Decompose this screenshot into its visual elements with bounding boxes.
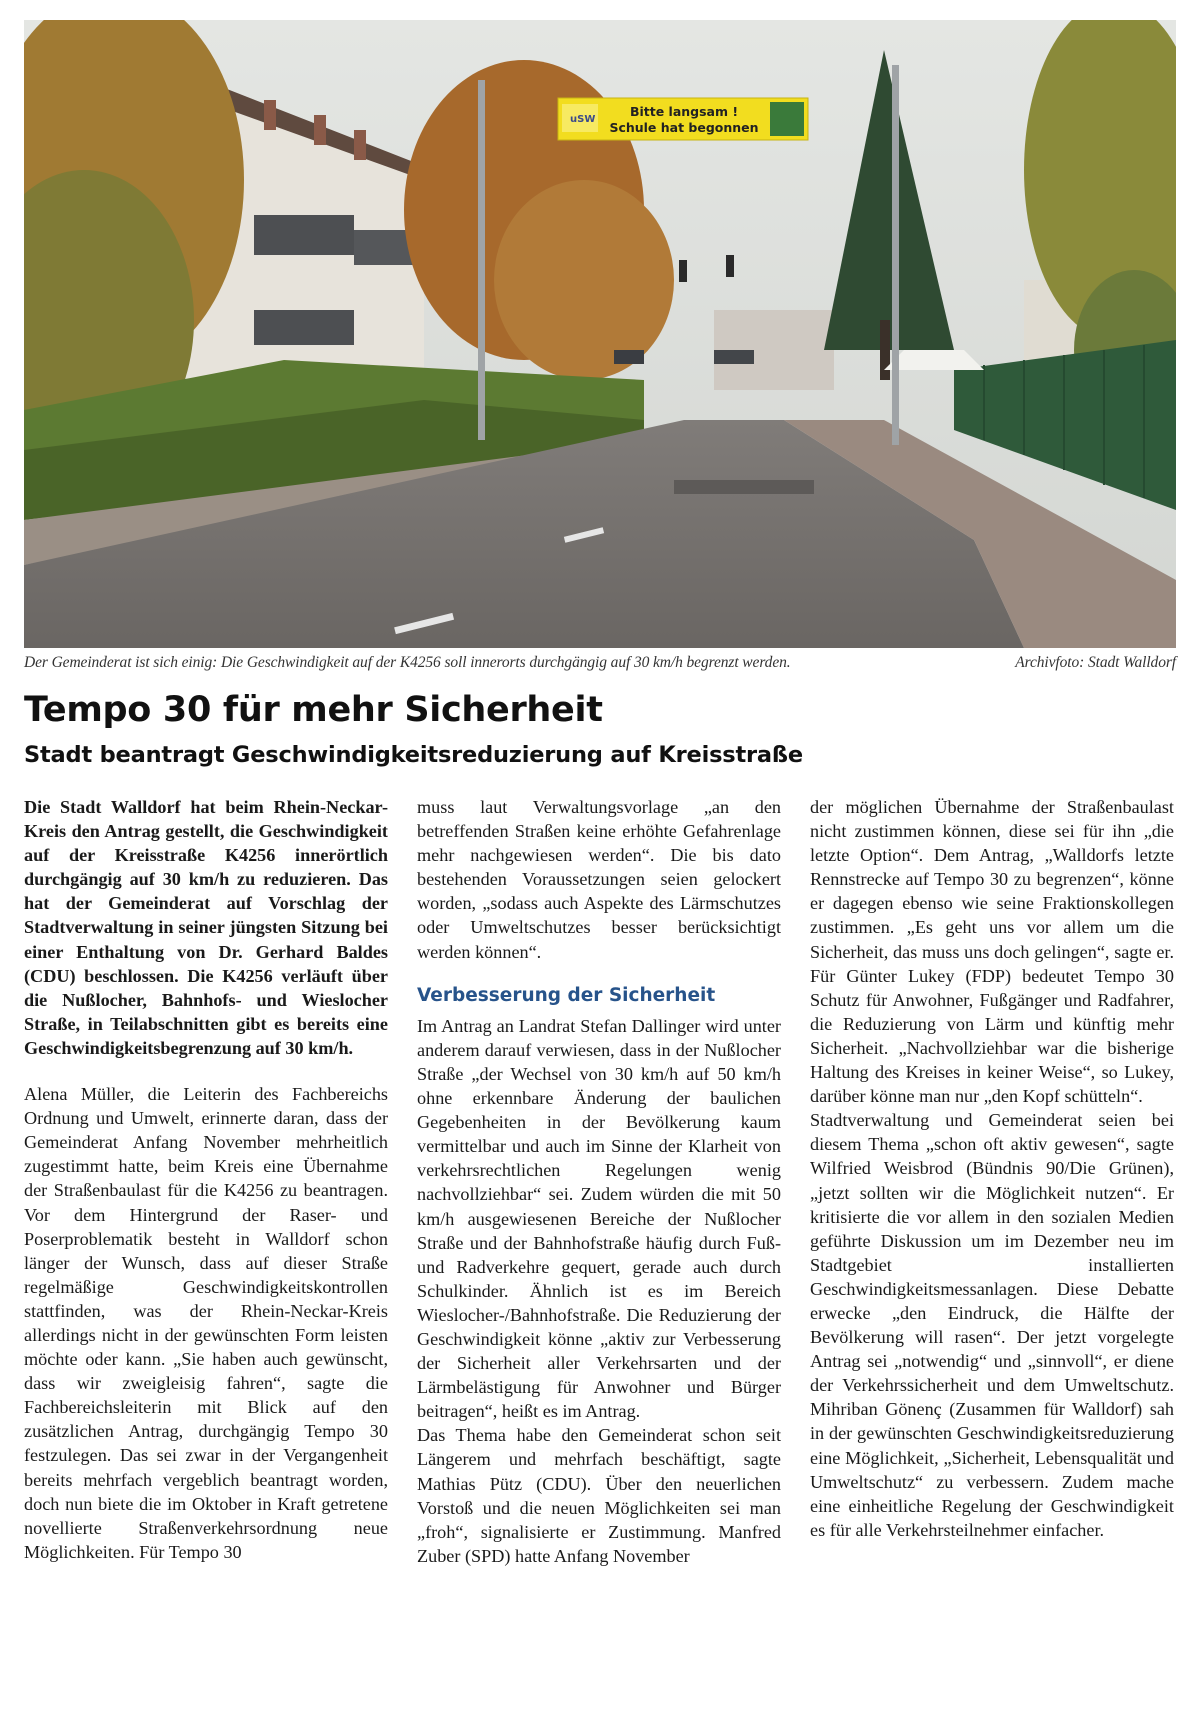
photo-caption	[24, 654, 1176, 672]
article-photo	[24, 20, 1176, 648]
photo-credit: Archivfoto: Stadt Walldorf	[1015, 654, 1176, 671]
body-paragraph: Alena Müller, die Leiterin des Fachbereichs Ordnung und Umwelt, erinnerte daran, dass der Gemeinderat Anfang November mehrheitlich zugestimmt hatte, beim Kreis eine Übernahme der Straßenbaulast für die K4256 zu beantragen. Vor dem Hintergrund der Raser- und Poserproblematik besteht in Walldorf schon länger der Wunsch, dass auf dieser Straße regelmäßige Geschwindigkeitskontrollen stattfinden, was der Rhein-Neckar-Kreis allerdings nicht in der gewünschten Form leisten möchte oder kann. „Sie haben auch gewünscht, dass wir zweigleisig fahren“, sagte die Fachbereichsleiterin mit Blick auf den zusätzlichen Antrag, durchgängig Tempo 30 festzulegen. Das sei zwar in der Vergangenheit bereits mehrfach vergeblich beantragt worden, doch nun biete die im Oktober in Kraft getretene novellierte Straßenverkehrsordnung neue Möglichkeiten. Für Tempo 30	[24, 1084, 388, 1562]
body-paragraph: Das Thema habe den Gemeinderat schon seit Längerem und mehrfach beschäftigt, sagte Mathias Pütz (CDU). Über den neuerlichen Vorstoß und die neuen Möglichkeiten sei man „froh“, signalisierte er Zustimmung. Manfred Zuber (SPD) hatte Anfang November	[417, 1425, 781, 1566]
column-3	[810, 795, 1174, 1542]
article-headline: Tempo 30 für mehr Sicherheit	[24, 690, 603, 730]
lead-paragraph: Die Stadt Walldorf hat beim Rhein-Neckar-Kreis den Antrag gestellt, die Geschwindigkeit auf der Kreisstraße K4256 innerörtlich durchgängig auf 30 km/h zu reduzieren. Das hat der Gemeinderat auf Vorschlag der Stadtverwaltung in seiner jüngsten Sitzung bei einer Enthaltung von Dr. Gerhard Baldes (CDU) beschlossen. Die K4256 verläuft über die Nußlocher, Bahnhofs- und Wieslocher Straße, in Teilabschnitten gibt es bereits eine Geschwindigkeitsbegrenzung auf 30 km/h.	[24, 797, 388, 1058]
column-2	[417, 795, 781, 1568]
street-scene-image	[24, 20, 1176, 648]
article-body	[24, 795, 1176, 1695]
caption-text: Der Gemeinderat ist sich einig: Die Geschwindigkeit auf der K4256 soll innerorts durchgängig auf 30 km/h begrenzt werden.	[24, 654, 791, 671]
body-paragraph: Im Antrag an Landrat Stefan Dallinger wird unter anderem darauf verwiesen, dass in der Nußlocher Straße „der Wechsel von 30 km/h auf 50 km/h ohne erkennbare Änderung der baulichen Gegebenheiten in der Bevölkerung kaum vermittelbar und auch im Sinne der Klarheit von verkehrsrechtlichen Regelungen wenig nachvollziehbar“ sei. Zudem würden die mit 50 km/h ausgewiesenen Bereiche der Nußlocher Straße und der Bahnhofstraße häufig durch Fuß- und Radverkehre gequert, gerade auch durch Schulkinder. Ähnlich ist es im Bereich Wieslocher-/Bahnhofstraße. Die Reduzierung der Geschwindigkeit könne „aktiv zur Verbesserung der Sicherheit aller Verkehrsarten und der Lärmbelästigung für Anwohner und Bürger beitragen“, heißt es im Antrag.	[417, 1015, 781, 1422]
article-subheadline: Stadt beantragt Geschwindigkeitsreduzierung auf Kreisstraße	[24, 742, 803, 768]
banner-line-1: Bitte langsam !	[629, 104, 739, 119]
banner-line-2: Schule hat begonnen	[609, 120, 759, 135]
body-paragraph: der möglichen Übernahme der Straßenbaulast nicht zustimmen können, diese sei für ihn „die letzte Option“. Dem Antrag, „Walldorfs letzte Rennstrecke auf Tempo 30 zu begrenzen“, könne er dagegen ebenso wie seine Fraktionskollegen zustimmen. „Es geht uns vor allem um die Sicherheit, das muss uns doch gelingen“, sagte er. Für Günter Lukey (FDP) bedeutet Tempo 30 Schutz für Anwohner, Fußgänger und Radfahrer, die Reduzierung von Lärm und künftig mehr Sicherheit. „Nachvollziehbar war die bisherige Haltung des Kreises in keiner Weise“, so Lukey, darüber könne man nur „den Kopf schütteln“.	[810, 797, 1174, 1107]
body-paragraph: muss laut Verwaltungsvorlage „an den betreffenden Straßen keine erhöhte Gefahrenlage mehr nachgewiesen werden“. Die bis dato bestehenden Voraussetzungen seien gelockert worden, „sodass auch Aspekte des Lärmschutzes oder Umweltschutzes besser berücksichtigt werden können“.	[417, 797, 781, 962]
section-subheading: Verbesserung der Sicherheit	[417, 984, 716, 1006]
banner-logo-text: uSW	[570, 114, 596, 125]
column-1	[24, 795, 388, 1564]
body-paragraph: Stadtverwaltung und Gemeinderat seien bei diesem Thema „schon oft aktiv gewesen“, sagte Wilfried Weisbrod (Bündnis 90/Die Grünen), „jetzt sollten wir die Möglichkeit nutzen“. Er kritisierte die vor allem in den sozialen Medien geführte Diskussion um im Dezember neu im Stadtgebiet installierten Geschwindigkeitsmessanlagen. Diese Debatte erwecke „den Eindruck, die Hälfte der Bevölkerung will rasen“. Der jetzt vorgelegte Antrag sei „notwendig“ und „sinnvoll“, er diene der Verkehrssicherheit und dem Umweltschutz. Mihriban Gönenç (Zusammen für Walldorf) sah in der gewünschten Geschwindigkeitsreduzierung eine Möglichkeit, „Sicherheit, Lebensqualität und Umweltschutz“ zu verbessern. Zudem mache eine einheitliche Regelung der Geschwindigkeit es für alle Verkehrsteilnehmer einfacher.	[810, 1110, 1174, 1540]
